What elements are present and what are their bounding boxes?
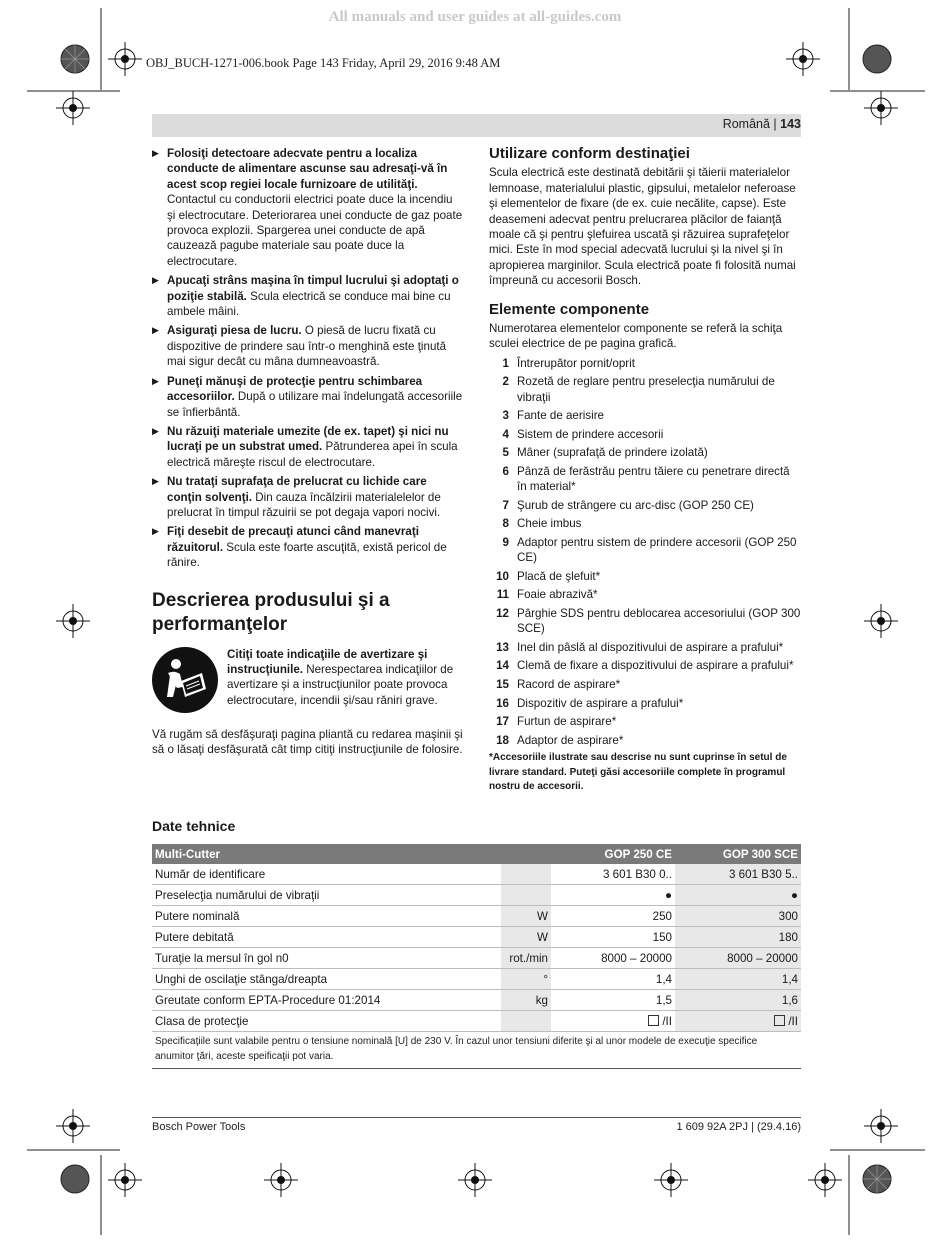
bullet-text: Scula electrică se conduce mai bine cu ambele mâini. [167, 289, 451, 319]
fold-out-note: Vă rugăm să desfăşuraţi pagina pliantă cu redarea maşinii şi să o lăsaţi desfăşurată cât timp citiţi instrucţiunile de folosire. [152, 727, 463, 756]
accessory-note: *Accesoriile ilustrate sau descrise nu sunt cuprinse în setul de livrare standard. Puteţi găsi accesoriile complete în programul nostru de accesorii. [489, 752, 787, 793]
page-header: Română | 143 [722, 117, 801, 131]
footer-left: Bosch Power Tools [152, 1121, 246, 1133]
intended-use-text: Scula electrică este destinată debitării şi tăierii materialelor lemnoase, materialului plastic, gipsului, metalelor neferoase şi elementelor de fixare (de ex. cuie necălite, capse). Este deasemeni adecvat pentru prelucrarea plăcilor de faianţă moale că şi pentru şlefuirea uscată şi răzuirea suprafeţelor mici. Este în mod special adecvată lucrului şi la nivel şi în apropierea marginilor. Scula electrică poate fi folosită numai împreună cu accesorii Bosch. [489, 166, 796, 288]
register-target-left-mid [56, 604, 90, 638]
table-row [152, 990, 801, 1011]
table-cell: 3 601 B30 0.. [551, 864, 675, 885]
table-cell: Turaţie la mersul în gol n0 [152, 948, 501, 969]
table-cell [501, 885, 551, 906]
item-number: 17 [496, 715, 509, 729]
bullet-text: Pătrunderea apei în scula electrică măreşte riscul de electrocutare. [167, 440, 458, 469]
item-number: 3 [502, 409, 509, 423]
register-target-bottom-center-right [654, 1163, 688, 1197]
item-number: 15 [496, 678, 509, 691]
table-cell: W [501, 906, 551, 927]
item-number: 11 [496, 588, 509, 602]
bullet-text: Din cauza încălzirii materialelelor de prelucrat în timpul răzuirii se pot degaja vapori nocivi. [167, 490, 441, 519]
table-row [152, 906, 801, 927]
bullet-arrow-icon: ▶ [152, 476, 159, 487]
list-item [489, 356, 801, 371]
table-cell: Unghi de oscilaţie stânga/dreapta [152, 969, 501, 990]
safety-bullet [152, 146, 464, 269]
components-list [489, 356, 801, 748]
safety-bullet [152, 474, 464, 520]
warning-text: Nerespectarea indicaţiilor de avertizare şi a instrucţiunilor poate provoca electrocutare, incendii şi/sau răniri grave. [227, 662, 454, 707]
bullet-arrow-icon: ▶ [152, 526, 159, 537]
table-cell: 180 [675, 927, 801, 948]
table-row [152, 927, 801, 948]
register-target-top-left [108, 42, 142, 76]
register-target-bottom-right [808, 1163, 842, 1197]
register-target-bottom-center [458, 1163, 492, 1197]
color-wheel-top-right [862, 44, 892, 74]
table-cell: Clasa de protecţie [152, 1011, 501, 1032]
footer-rule [152, 1117, 801, 1118]
item-text: Clemă de fixare a dispozitivului de aspirare a prafului* [517, 659, 794, 673]
components-intro: Numerotarea elementelor componente se referă la schiţa sculei electrice de pe pagina grafică. [489, 322, 783, 351]
item-text: Întrerupător pornit/oprit [517, 356, 635, 370]
list-item [489, 714, 801, 729]
item-text: Cheie imbus [517, 517, 582, 531]
table-row [152, 969, 801, 990]
table-cell [675, 1011, 801, 1032]
bullet-bold-text: Folosiţi detectoare adecvate pentru a localiza conducte de alimentare ascunse sau adresaţi-vă în acest scop regiei locale furnizoare de utilităţi. [167, 147, 448, 191]
item-number: 10 [496, 569, 509, 583]
table-row [152, 948, 801, 969]
bullet-bold-text: Puneţi mănuşi de protecţie pentru schimbarea accesoriilor. [167, 374, 423, 404]
bullet-text: Contactul cu conductorii electrici poate duce la incendiu şi electrocutare. Deteriorarea unei conducte de gaz poate provoca explozii. Spargerea unei conducte de apă cauzează pagube materiale sau poate duce la electrocutare. [167, 193, 463, 268]
table-cell: Preselecţia numărului de vibraţii [152, 885, 501, 906]
protection-class-text: /II [662, 1014, 672, 1028]
protection-class-text: /II [788, 1014, 798, 1028]
list-item [489, 606, 801, 636]
table-cell [551, 1011, 675, 1032]
components-heading: Elemente componente [489, 300, 650, 318]
list-item [489, 587, 801, 602]
item-number: 8 [502, 517, 509, 531]
table-cell: ° [501, 969, 551, 990]
product-description-heading: Descrierea produsului şi a performanţelor [152, 589, 390, 635]
read-instructions-block [152, 647, 464, 713]
item-text: Foaie abrazivă* [517, 588, 598, 602]
list-item [489, 696, 801, 711]
table-cell: ● [551, 885, 675, 906]
item-number: 4 [502, 427, 509, 441]
safety-bullet [152, 273, 464, 319]
bullet-text: Scula este foarte ascuţită, există pericol de rănire. [167, 540, 447, 570]
list-item [489, 464, 801, 494]
bullet-bold-text: Fiţi desebit de precauţi atunci când manevraţi răzuitorul. [167, 525, 419, 554]
bullet-arrow-icon: ▶ [152, 425, 159, 436]
protection-class-icon [774, 1015, 785, 1026]
list-item [489, 408, 801, 423]
table-cell: 1,6 [675, 990, 801, 1011]
list-item [489, 640, 801, 655]
item-number: 7 [502, 498, 509, 512]
tech-data-note: Specificaţiile sunt valabile pentru o tensiune nominală [U] de 230 V. În cazul unor tensiuni diferite şi al unor modele de execuţie specifice anumitor ţări, aceste speificaţii pot varia. [152, 1032, 801, 1069]
left-column [152, 146, 464, 757]
table-cell: Număr de identificare [152, 864, 501, 885]
bullet-arrow-icon: ▶ [152, 275, 159, 286]
table-cell: 150 [551, 927, 675, 948]
book-info-line: OBJ_BUCH-1271-006.book Page 143 Friday, April 29, 2016 9:48 AM [146, 56, 501, 70]
read-manual-icon [152, 647, 218, 713]
header-page-number: 143 [780, 117, 801, 131]
header-section: Română [722, 117, 770, 131]
table-cell [501, 864, 551, 885]
table-cell: 1,4 [551, 969, 675, 990]
table-cell: rot./min [501, 948, 551, 969]
item-number: 12 [496, 607, 509, 621]
item-number: 14 [496, 659, 509, 673]
safety-bullet [152, 374, 464, 420]
table-cell: 8000 – 20000 [675, 948, 801, 969]
item-text: Adaptor de aspirare* [517, 733, 624, 747]
color-wheel-bottom-right [862, 1164, 892, 1194]
safety-bullet [152, 424, 464, 470]
watermark: All manuals and user guides at all-guides.com [328, 9, 622, 25]
tech-data-table-wrap [152, 844, 801, 1069]
table-row [152, 1011, 801, 1032]
bullet-bold-text: Nu trataţi suprafaţa de prelucrat cu lichide care conţin solvenţi. [167, 475, 427, 504]
list-item [489, 535, 801, 565]
bullet-arrow-icon: ▶ [152, 325, 159, 336]
table-cell: 250 [551, 906, 675, 927]
list-item [489, 427, 801, 442]
item-text: Inel din pâslă al dispozitivului de aspirare a prafului* [517, 640, 784, 654]
list-item [489, 516, 801, 531]
table-cell: 3 601 B30 5.. [675, 864, 801, 885]
item-text: Şurub de strângere cu arc-disc (GOP 250 CE) [517, 498, 754, 512]
register-target-right-mid [864, 604, 898, 638]
page-header-bar [152, 114, 801, 137]
list-item [489, 569, 801, 584]
bullet-bold-text: Asiguraţi piesa de lucru. [167, 324, 302, 338]
item-number: 2 [502, 375, 509, 389]
list-item [489, 733, 801, 748]
item-text: Adaptor pentru sistem de prindere accesorii (GOP 250 CE) [517, 536, 797, 565]
safety-bullet [152, 323, 464, 369]
footer-right: 1 609 92A 2PJ | (29.4.16) [676, 1121, 801, 1133]
table-cell: 8000 – 20000 [551, 948, 675, 969]
item-number: 6 [502, 465, 509, 479]
bullet-bold-text: Apucaţi strâns maşina în timpul lucrului şi adoptaţi o poziţie stabilă. [167, 274, 459, 303]
table-cell: Putere nominală [152, 906, 501, 927]
table-header-cell [501, 844, 551, 864]
right-column [489, 146, 801, 795]
bullet-arrow-icon: ▶ [152, 148, 159, 158]
bullet-bold-text: Nu răzuiţi materiale umezite (de ex. tapet) şi nici nu lucraţi pe un substrat umed. [167, 424, 449, 454]
item-number: 1 [502, 356, 509, 370]
intended-use-heading: Utilizare conform destinaţiei [489, 145, 690, 162]
table-cell: W [501, 927, 551, 948]
warning-bold-text: Citiţi toate indicaţiile de avertizare şi instrucţiunile. [227, 647, 428, 676]
bullet-text: O piesă de lucru fixată cu dispozitive de prindere sau într-o menghină este ţinută mai sigur decât cu mâna dumneavoastră. [167, 324, 447, 369]
table-header-row [152, 844, 801, 864]
list-item [489, 498, 801, 513]
register-target-left-bottom [56, 1109, 90, 1143]
item-text: Mâner (suprafaţă de prindere izolată) [517, 446, 708, 460]
color-wheel-bottom-left [60, 1164, 90, 1194]
tech-data-heading: Date tehnice [152, 818, 236, 834]
list-item [489, 374, 801, 404]
register-target-left-top [56, 91, 90, 125]
bullet-text: După o utilizare mai îndelungată accesoriile se înfierbântă. [167, 390, 463, 419]
list-item [489, 658, 801, 673]
table-header-cell: Multi-Cutter [152, 844, 501, 864]
item-number: 5 [502, 446, 509, 460]
table-row [152, 885, 801, 906]
tech-data-table [152, 844, 801, 1032]
register-target-top-right [786, 42, 820, 76]
item-text: Furtun de aspirare* [517, 715, 617, 729]
table-cell: 1,5 [551, 990, 675, 1011]
item-text: Fante de aerisire [517, 409, 604, 423]
register-target-right-bottom [864, 1109, 898, 1143]
item-number: 13 [496, 640, 509, 654]
table-cell [501, 1011, 551, 1032]
item-number: 18 [496, 733, 509, 747]
item-text: Pârghie SDS pentru deblocarea accesoriului (GOP 300 SCE) [517, 607, 801, 636]
protection-class-icon [648, 1015, 659, 1026]
table-header-cell: GOP 250 CE [551, 844, 675, 864]
color-wheel-top-left [60, 44, 90, 74]
list-item [489, 677, 801, 692]
register-target-bottom-center-left [264, 1163, 298, 1197]
register-target-bottom-left [108, 1163, 142, 1197]
item-text: Dispozitiv de aspirare a prafului* [517, 696, 684, 710]
table-cell: 1,4 [675, 969, 801, 990]
item-number: 16 [496, 696, 509, 710]
read-instructions-text [227, 647, 464, 713]
item-text: Racord de aspirare* [517, 678, 621, 691]
table-cell: ● [675, 885, 801, 906]
item-number: 9 [502, 536, 509, 550]
table-cell: kg [501, 990, 551, 1011]
item-text: Placă de şlefuit* [517, 569, 601, 583]
table-cell: Putere debitată [152, 927, 501, 948]
list-item [489, 445, 801, 460]
table-header-cell: GOP 300 SCE [675, 844, 801, 864]
register-target-right-top [864, 91, 898, 125]
safety-bullet [152, 524, 464, 570]
item-text: Pânză de ferăstrău pentru tăiere cu penetrare directă în material* [517, 465, 790, 494]
item-text: Rozetă de reglare pentru preselecţia numărului de vibraţii [517, 375, 775, 404]
item-text: Sistem de prindere accesorii [517, 427, 664, 441]
table-cell: 300 [675, 906, 801, 927]
table-row [152, 864, 801, 885]
bullet-arrow-icon: ▶ [152, 375, 159, 386]
table-cell: Greutate conform EPTA-Procedure 01:2014 [152, 990, 501, 1011]
